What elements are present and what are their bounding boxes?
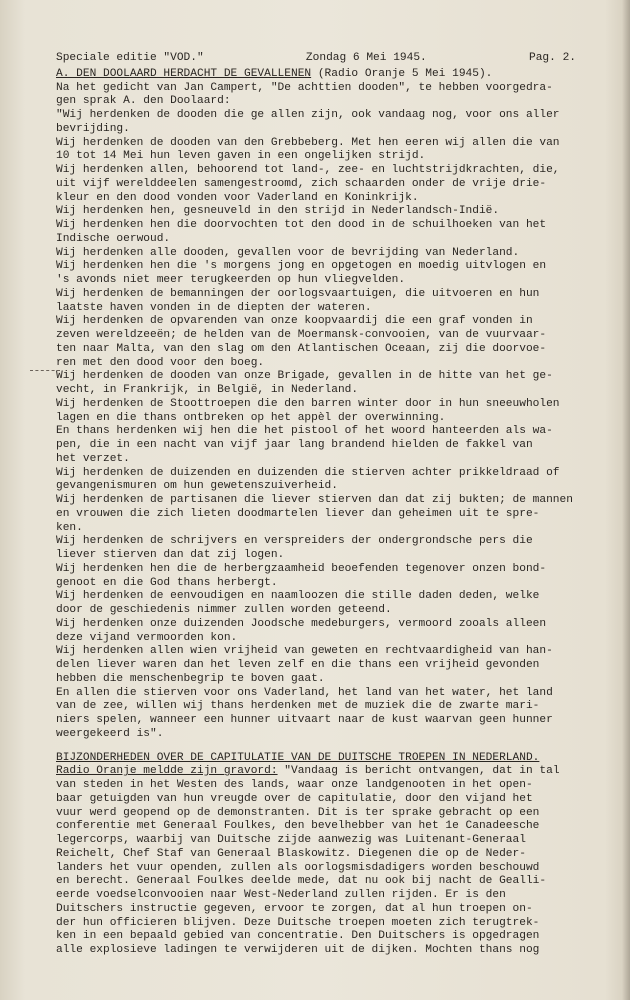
page-edge-shadow: [622, 0, 630, 1000]
section2-body: [56, 779, 586, 958]
text-line: Wij herdenken allen, behoorend tot land-, zee- en luchtstrijdkrachten, die,: [56, 164, 560, 176]
text-line: Wij herdenken hen die 's morgens jong en opgetogen en moedig uitvlogen en: [56, 260, 547, 273]
text-line: vecht, in Frankrijk, in België, in Nederland.: [56, 384, 359, 396]
text-line: Duitschers instructie gegeven, ervoor te zorgen, dat al hun troepen on-: [56, 902, 533, 915]
text-line: lagen en die thans ontbreken op het appèl der overwinning.: [56, 411, 446, 424]
text-block: [56, 52, 586, 958]
text-line: Wij herdenken hen die doorvochten tot den dood in de schuilhoeken van het: [56, 219, 547, 231]
text-line: Wij herdenken hen, gesneuveld in den strijd in Nederlandsch-Indië.: [56, 205, 500, 218]
text-line: deze vijand vermoorden kon.: [56, 631, 238, 644]
text-line: delen liever waren dan het leven zelf en die thans een vrijheid gevonden: [56, 659, 540, 671]
text-line: Wij herdenken de duizenden en duizenden die stierven achter prikkeldraad of: [56, 466, 560, 479]
text-line: Wij herdenken de opvarenden van onze koopvaardij die een graf vonden in: [56, 315, 533, 328]
text-line: van steden in het Westen des lands, waar onze landgenooten in het open-: [56, 779, 533, 791]
text-line: ken in een bepaald gebied van concentratie. Den Duitschers is opgedragen: [56, 930, 540, 943]
text-line: landers het vuur openden, zullen als oorlogsmisdadigers worden beschouwd: [56, 861, 540, 874]
text-line: en vrouwen die zich lieten doodmartelen liever dan geheimen uit te spre-: [56, 507, 540, 520]
section1-heading: [56, 68, 586, 82]
text-line: conferentie met Generaal Foulkes, den bevelhebber van het 1e Canadeesche: [56, 820, 540, 833]
text-line: legercorps, waarbij van Duitsche zijde aanwezig was Luitenant-Generaal: [56, 834, 526, 846]
text-line: van de zee, willen wij thans herdenken met de muziek die de zwarte mari-: [56, 700, 540, 713]
text-line: Wij herdenken de dooden van den Grebbeberg. Met hen eeren wij allen die van: [56, 136, 560, 149]
text-line: niers spelen, wanneer een hunner uitvaart naar de kust waarvan geen hunner: [56, 714, 553, 726]
page-header: [56, 52, 576, 66]
text-line: vuur werd geopend op de demonstranten. Dit is ter sprake gebracht op een: [56, 806, 540, 819]
text-line: gevangenismuren om hun gewetenszuiverheid.: [56, 480, 338, 493]
text-line: hebben die menschenbegrip te boven gaat.: [56, 672, 325, 685]
section2-lead-rest: "Vandaag is bericht ontvangen, dat in tal: [277, 765, 560, 778]
text-line: Wij herdenken alle dooden, gevallen voor de bevrijding van Nederland.: [56, 246, 520, 259]
text-line: door de geschiedenis nimmer zullen worden geteend.: [56, 604, 392, 616]
text-line: bevrijding.: [56, 122, 130, 135]
text-line: Reichelt, Chef Staf van Generaal Blaskowitz. Diegenen die op de Neder-: [56, 847, 526, 860]
text-line: Wij herdenken de partisanen die liever stierven dan dat zij bukten; de mannen: [56, 494, 573, 506]
text-line: 's avonds niet meer terugkeerden op hun vliegvelden.: [56, 274, 406, 286]
header-date: Zondag 6 Mei 1945.: [305, 52, 427, 64]
text-line: Wij herdenken allen wien vrijheid van geweten en rechtvaardigheid van han-: [56, 645, 553, 658]
section2-lead-underlined: Radio Oranje meldde zijn gravord:: [56, 765, 278, 778]
text-line: genoot en die God thans herbergt.: [56, 576, 278, 589]
section2-lead: [56, 765, 586, 779]
text-line: uit vijf werelddeelen samengestroomd, zich schaarden onder de vrije drie-: [56, 177, 547, 190]
text-line: En thans herdenken wij hen die het pistool of het woord hanteerden als wa-: [56, 425, 553, 438]
header-page-number: Pag. 2.: [529, 52, 576, 64]
text-line: Wij herdenken onze duizenden Joodsche medeburgers, vermoord zooals alleen: [56, 617, 547, 630]
text-line: Wij herdenken de Stoottroepen die den barren winter door in hun sneeuwholen: [56, 397, 560, 410]
section1-body: [56, 82, 586, 742]
text-line: eerde voedselconvooien naar West-Nederland zullen rijden. Er is den: [56, 889, 506, 901]
section-gap: [56, 742, 586, 752]
text-line: En allen die stierven voor ons Vaderland, het land van het water, het land: [56, 686, 553, 699]
text-line: Wij herdenken de schrijvers en verspreiders der ondergrondsche pers die: [56, 535, 533, 548]
text-line: der hun officieren blijven. Deze Duitsche troepen moeten zich terugtrek-: [56, 916, 540, 929]
text-line: het verzet.: [56, 452, 130, 465]
text-line: weergekeerd is".: [56, 727, 164, 740]
text-line: Na het gedicht van Jan Campert, "De achttien dooden", te hebben voorgedra-: [56, 81, 553, 94]
section2-title: BIJZONDERHEDEN OVER DE CAPITULATIE VAN DE DUITSCHE TROEPEN IN NEDERLAND.: [56, 751, 540, 764]
text-line: zeven wereldzeeën; de helden van de Moermansk-convooien, van de vuurvaar-: [56, 329, 547, 341]
text-line: ken.: [56, 521, 83, 534]
text-line: gen sprak A. den Doolaard:: [56, 95, 231, 108]
text-line: Wij herdenken de bemanningen der oorlogsvaartuigen, die uitvoeren en hun: [56, 287, 540, 300]
text-line: Wij herdenken de dooden van onze Brigade, gevallen in de hitte van het ge-: [56, 370, 553, 383]
text-line: Indische oerwoud.: [56, 232, 171, 245]
text-line: 10 tot 14 Mei hun leven gaven in een ongelijken strijd.: [56, 150, 426, 163]
section1-source: (Radio Oranje 5 Mei 1945).: [311, 67, 493, 80]
text-line: ten naar Malta, van den slag om den Atlantischen Oceaan, zij die doorvoe-: [56, 342, 547, 355]
text-line: pen, die in een nacht van vijf jaar lang brandend hielden de fakkel van: [56, 439, 533, 451]
text-line: Wij herdenken hen die de herbergzaamheid beoefenden tegenover onzen bond-: [56, 562, 547, 575]
header-edition: Speciale editie "VOD.": [56, 52, 204, 64]
text-line: liever stierven dan dat zij logen.: [56, 549, 285, 561]
text-line: ren met den dood voor den boeg.: [56, 356, 265, 369]
text-line: baar getuigden van hun vreugde over de capitulatie, door den vijand het: [56, 792, 533, 805]
text-line: "Wij herdenken de dooden die ge allen zijn, ook vandaag nog, voor ons aller: [56, 109, 560, 121]
text-line: en berecht. Generaal Foulkes deelde mede, dat nu ook bij nacht de Gealli-: [56, 875, 547, 888]
text-line: laatste haven vonden in de diepten der wateren.: [56, 301, 372, 314]
section1-title: A. DEN DOOLAARD HERDACHT DE GEVALLENEN: [56, 67, 312, 80]
text-line: Wij herdenken de eenvoudigen en naamloozen die stille daden deden, welke: [56, 590, 540, 603]
text-line: kleur en den dood vonden voor Vaderland en Koninkrijk.: [56, 191, 419, 204]
text-line: alle explosieve ladingen te verwijderen uit de dijken. Mochten thans nog: [56, 944, 540, 956]
